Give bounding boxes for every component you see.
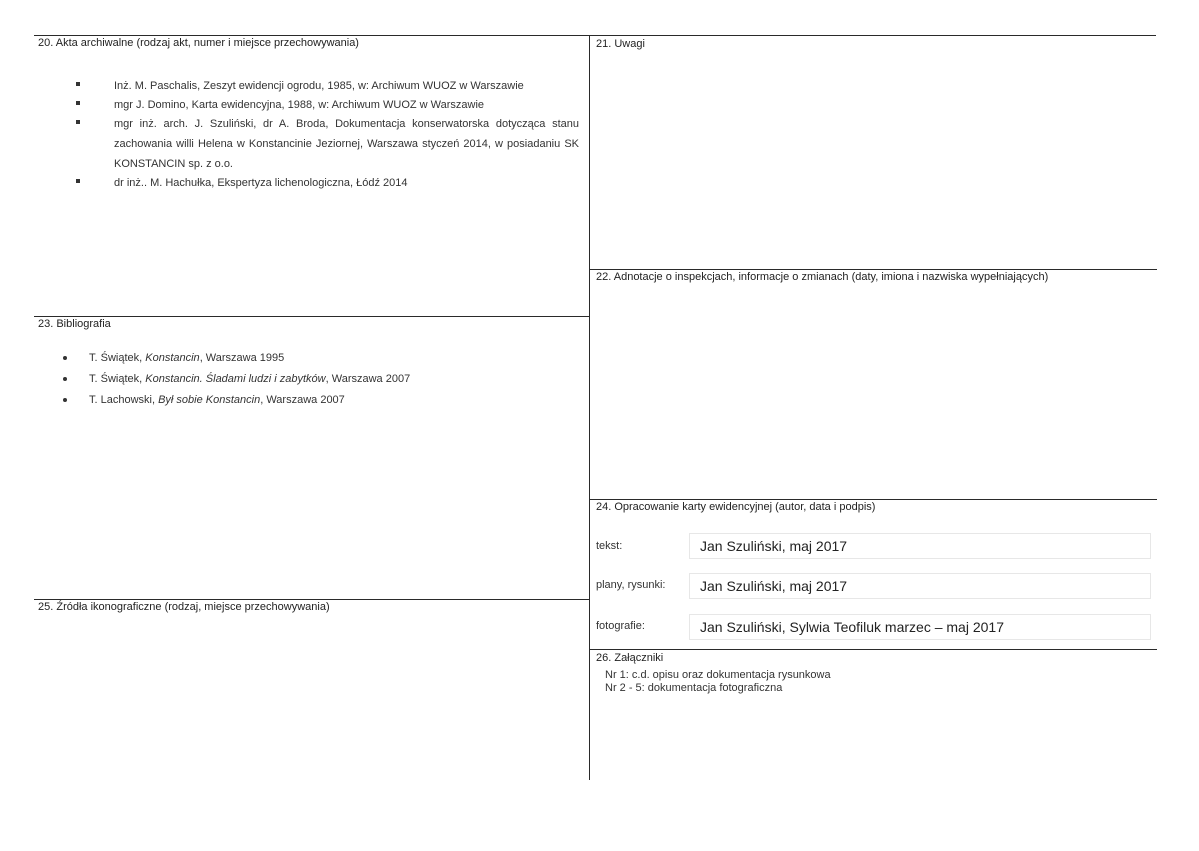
- top-rule: [34, 35, 1156, 36]
- square-bullet-icon: [76, 120, 80, 124]
- list-item: dr inż.. M. Hachułka, Ekspertyza lichenologiczna, Łódź 2014: [114, 173, 579, 193]
- section-20-title: 20. Akta archiwalne (rodzaj akt, numer i miejsce przechowywania): [38, 37, 359, 49]
- section-24-title: 24. Opracowanie karty ewidencyjnej (autor, data i podpis): [596, 501, 876, 513]
- drawings-author-label: plany, rysunki:: [596, 579, 666, 591]
- drawings-author-value: Jan Szuliński, maj 2017: [689, 573, 1151, 599]
- square-bullet-icon: [76, 101, 80, 105]
- section-21-title: 21. Uwagi: [596, 38, 645, 50]
- text-author-label: tekst:: [596, 540, 623, 552]
- disc-bullet-icon: [63, 377, 67, 381]
- archival-records-list: [114, 76, 579, 198]
- list-item: T. Lachowski, Był sobie Konstancin, Warszawa 2007: [89, 392, 569, 408]
- rule-above-iconographic-sources: [34, 599, 589, 600]
- square-bullet-icon: [76, 82, 80, 86]
- square-bullet-icon: [76, 179, 80, 183]
- list-item: Nr 2 - 5: dokumentacja fotograficzna: [605, 682, 783, 694]
- list-item: mgr inż. arch. J. Szuliński, dr A. Broda, Dokumentacja konserwatorska dotycząca stanu zachowania willi Helena w Konstancinie Jeziornej, Warszawa styczeń 2014, w posiadaniu SK KONSTANCIN sp. z o.o.: [114, 114, 579, 174]
- list-item: mgr J. Domino, Karta ewidencyjna, 1988, w: Archiwum WUOZ w Warszawie: [114, 95, 579, 115]
- bibliography-list: [89, 350, 569, 413]
- photos-author-value: Jan Szuliński, Sylwia Teofiluk marzec – maj 2017: [689, 614, 1151, 640]
- center-divider: [589, 35, 590, 780]
- list-item: T. Świątek, Konstancin, Warszawa 1995: [89, 350, 569, 366]
- list-item: T. Świątek, Konstancin. Śladami ludzi i zabytków, Warszawa 2007: [89, 371, 569, 387]
- rule-above-annotations: [589, 269, 1157, 270]
- disc-bullet-icon: [63, 398, 67, 402]
- disc-bullet-icon: [63, 356, 67, 360]
- list-item: Inż. M. Paschalis, Zeszyt ewidencji ogrodu, 1985, w: Archiwum WUOZ w Warszawie: [114, 76, 579, 96]
- attachments-list: [605, 669, 831, 695]
- section-25-title: 25. Źródła ikonograficzne (rodzaj, miejsce przechowywania): [38, 601, 330, 613]
- photos-author-label: fotografie:: [596, 620, 645, 632]
- section-22-title: 22. Adnotacje o inspekcjach, informacje o zmianach (daty, imiona i nazwiska wypełniających): [596, 271, 1049, 283]
- list-item: Nr 1: c.d. opisu oraz dokumentacja rysunkowa: [605, 669, 831, 681]
- section-26-title: 26. Załączniki: [596, 652, 664, 664]
- rule-above-card-authoring: [589, 499, 1157, 500]
- section-23-title: 23. Bibliografia: [38, 318, 111, 330]
- rule-above-bibliography: [34, 316, 589, 317]
- text-author-value: Jan Szuliński, maj 2017: [689, 533, 1151, 559]
- rule-above-attachments: [589, 649, 1157, 650]
